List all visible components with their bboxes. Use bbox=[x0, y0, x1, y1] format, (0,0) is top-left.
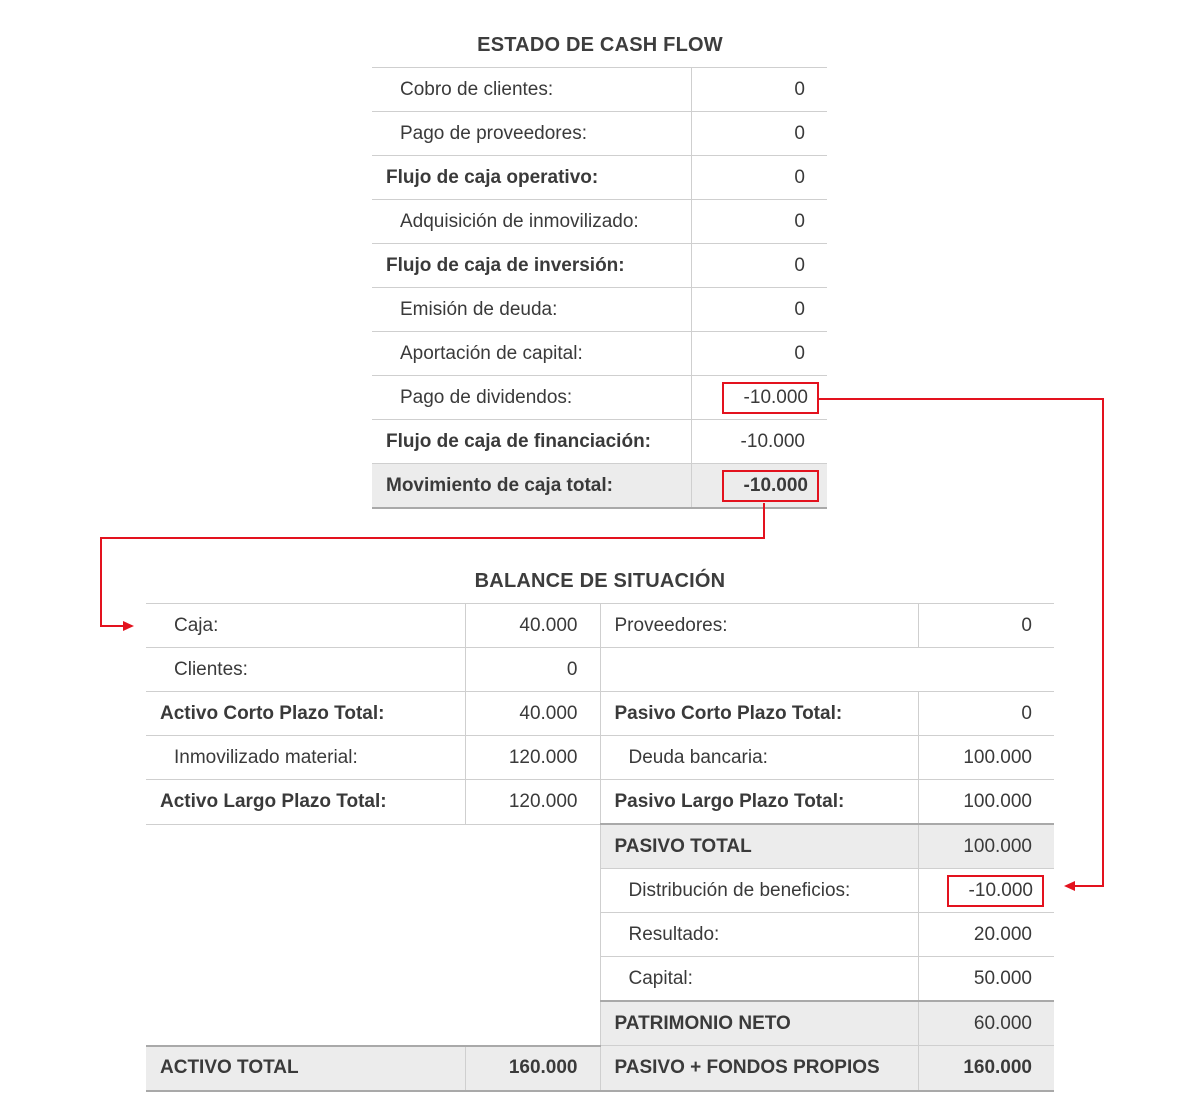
row-label: Pago de dividendos: bbox=[372, 376, 691, 420]
cash-flow-title: ESTADO DE CASH FLOW bbox=[477, 34, 723, 56]
balance-title: BALANCE DE SITUACIÓN bbox=[474, 570, 726, 592]
row-value: 0 bbox=[918, 604, 1054, 648]
row-value: 100.000 bbox=[918, 824, 1054, 869]
row-label: Proveedores: bbox=[600, 604, 918, 648]
table-row bbox=[146, 692, 1054, 736]
row-label: PASIVO + FONDOS PROPIOS bbox=[600, 1046, 918, 1091]
table-row bbox=[146, 869, 1054, 913]
highlight-box-total: -10.000 bbox=[722, 470, 819, 502]
table-row bbox=[146, 957, 1054, 1002]
row-label: Cobro de clientes: bbox=[372, 68, 691, 112]
row-value: 0 bbox=[691, 68, 827, 112]
row-label: Emisión de deuda: bbox=[372, 288, 691, 332]
row-label: Activo Corto Plazo Total: bbox=[146, 692, 465, 736]
row-value: 100.000 bbox=[918, 780, 1054, 825]
row-label: Pasivo Corto Plazo Total: bbox=[600, 692, 918, 736]
table-row bbox=[146, 824, 1054, 869]
row-value: 0 bbox=[465, 648, 600, 692]
total-row bbox=[372, 464, 827, 509]
empty-cell bbox=[600, 648, 1054, 692]
row-label: Flujo de caja de financiación: bbox=[372, 420, 691, 464]
empty-cell bbox=[146, 869, 600, 913]
row-value: 0 bbox=[691, 244, 827, 288]
table-row bbox=[146, 1001, 1054, 1046]
row-value: 160.000 bbox=[918, 1046, 1054, 1091]
row-value: 0 bbox=[691, 156, 827, 200]
empty-cell bbox=[146, 824, 600, 869]
row-value bbox=[918, 869, 1054, 913]
table-row bbox=[372, 420, 827, 464]
row-value: 0 bbox=[918, 692, 1054, 736]
table-row bbox=[372, 244, 827, 288]
balance-table bbox=[146, 603, 1054, 1092]
row-label: Pasivo Largo Plazo Total: bbox=[600, 780, 918, 825]
row-value bbox=[691, 464, 827, 509]
table-row bbox=[372, 68, 827, 112]
table-row bbox=[146, 648, 1054, 692]
table-row bbox=[146, 736, 1054, 780]
row-value: 50.000 bbox=[918, 957, 1054, 1002]
row-value: 0 bbox=[691, 332, 827, 376]
row-label: Aportación de capital: bbox=[372, 332, 691, 376]
table-row bbox=[372, 112, 827, 156]
row-label: PASIVO TOTAL bbox=[600, 824, 918, 869]
row-label: Inmovilizado material: bbox=[146, 736, 465, 780]
row-value: 0 bbox=[691, 112, 827, 156]
row-label: Resultado: bbox=[600, 913, 918, 957]
row-value bbox=[691, 376, 827, 420]
row-label: Adquisición de inmovilizado: bbox=[372, 200, 691, 244]
table-row bbox=[146, 604, 1054, 648]
table-row bbox=[146, 780, 1054, 825]
row-label: Deuda bancaria: bbox=[600, 736, 918, 780]
row-label: Flujo de caja de inversión: bbox=[372, 244, 691, 288]
row-label: PATRIMONIO NETO bbox=[600, 1001, 918, 1046]
row-label: Caja: bbox=[146, 604, 465, 648]
table-row bbox=[372, 376, 827, 420]
row-value: 40.000 bbox=[465, 604, 600, 648]
table-row bbox=[372, 288, 827, 332]
row-value: 100.000 bbox=[918, 736, 1054, 780]
table-row bbox=[372, 332, 827, 376]
table-row bbox=[372, 200, 827, 244]
row-value: 0 bbox=[691, 200, 827, 244]
highlight-box-distribucion: -10.000 bbox=[947, 875, 1044, 907]
row-value: 40.000 bbox=[465, 692, 600, 736]
row-value: 60.000 bbox=[918, 1001, 1054, 1046]
row-label: Activo Largo Plazo Total: bbox=[146, 780, 465, 825]
row-label: Flujo de caja operativo: bbox=[372, 156, 691, 200]
empty-cell bbox=[146, 957, 600, 1002]
row-value: 20.000 bbox=[918, 913, 1054, 957]
highlight-box-dividendos: -10.000 bbox=[722, 382, 819, 414]
row-value: 120.000 bbox=[465, 780, 600, 825]
row-value: 120.000 bbox=[465, 736, 600, 780]
row-label: Capital: bbox=[600, 957, 918, 1002]
table-row bbox=[146, 913, 1054, 957]
row-value: 160.000 bbox=[465, 1046, 600, 1091]
empty-cell bbox=[146, 1001, 600, 1046]
row-label: Pago de proveedores: bbox=[372, 112, 691, 156]
row-label: Movimiento de caja total: bbox=[372, 464, 691, 509]
total-row bbox=[146, 1046, 1054, 1091]
table-row bbox=[372, 156, 827, 200]
arrow-head-right bbox=[1064, 881, 1075, 891]
row-value: 0 bbox=[691, 288, 827, 332]
row-label: Distribución de beneficios: bbox=[600, 869, 918, 913]
row-label: ACTIVO TOTAL bbox=[146, 1046, 465, 1091]
arrow-head-left bbox=[123, 621, 134, 631]
row-value: -10.000 bbox=[691, 420, 827, 464]
cash-flow-table bbox=[372, 67, 827, 509]
empty-cell bbox=[146, 913, 600, 957]
row-label: Clientes: bbox=[146, 648, 465, 692]
